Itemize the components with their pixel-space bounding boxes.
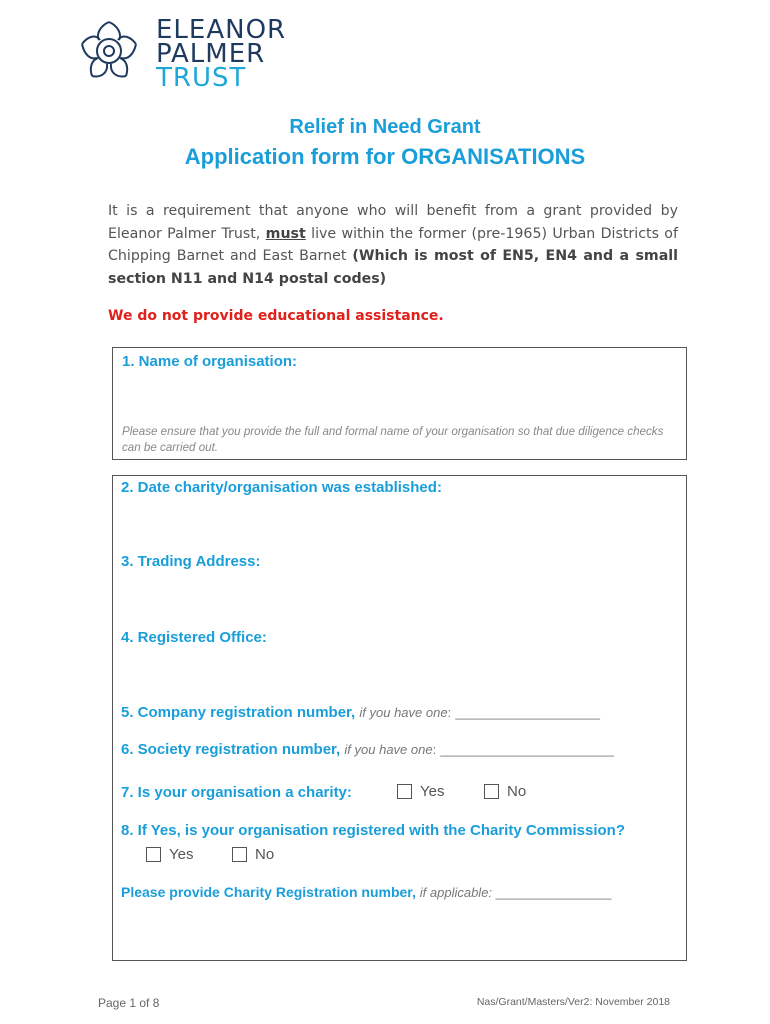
q8-yes-option[interactable] [146,846,193,863]
q1-label: 1. Name of organisation: [122,353,298,370]
q7-yes-option[interactable] [397,783,444,800]
logo-line-1: ELEANOR [156,15,287,45]
q7-label: 7. Is your organisation a charity: [121,784,352,801]
tudor-rose-icon [74,16,144,86]
charity-reg-hint: if applicable: [419,885,493,900]
eleanor-palmer-trust-logo [74,14,314,94]
q6-hint: if you have one [344,742,433,757]
q4-label: 4. Registered Office: [121,629,267,646]
charity-reg-label: Please provide Charity Registration number, [121,884,416,900]
intro-postcodes: (Which is most of EN5, EN4 and a small section N11 and N14 postal codes) [108,248,678,287]
checkbox-icon[interactable] [232,847,247,862]
educational-assistance-warning: We do not provide educational assistance. [108,308,444,324]
checkbox-icon[interactable] [146,847,161,862]
intro-text-1: It is a requirement that anyone who will benefit from a grant provided by Eleanor Palmer Trust, [108,203,678,242]
q2-label: 2. Date charity/organisation was established: [121,479,442,496]
q5-hint: if you have one [359,705,448,720]
charity-reg-field[interactable]: ________________ [492,885,612,900]
eligibility-paragraph [108,200,678,290]
checkbox-icon[interactable] [397,784,412,799]
logo-line-3: TRUST [156,63,247,93]
q5-label: 5. Company registration number, [121,704,356,721]
q5-row [121,704,600,721]
q5-colon: : [447,705,452,720]
q1-note: Please ensure that you provide the full and formal name of your organisation so that due diligence checks can be carried out. [122,425,664,454]
company-number-field[interactable]: ____________________ [455,705,600,720]
q7-no-option[interactable] [484,783,526,800]
q7-yes-label: Yes [420,783,445,800]
society-number-field[interactable]: ________________________ [440,742,614,757]
form-title: Relief in Need Grant [289,116,481,138]
logo-line-2: PALMER [156,39,266,69]
q8-label: 8. If Yes, is your organisation registered with the Charity Commission? [121,822,626,839]
intro-text-2: live within the former (pre-1965) Urban Districts of Chipping Barnet and East Barnet [108,225,678,264]
q6-label: 6. Society registration number, [121,741,341,758]
logo-wordmark [156,15,287,93]
page-number: Page 1 of 8 [98,996,160,1010]
q8-no-option[interactable] [232,846,274,863]
q7-no-label: No [507,783,527,800]
intro-emphasis: must [265,225,306,242]
q8-yes-label: Yes [169,846,194,863]
q6-colon: : [432,742,437,757]
document-reference: Nas/Grant/Masters/Ver2: November 2018 [476,996,670,1008]
q8-no-label: No [255,846,275,863]
form-subtitle: Application form for ORGANISATIONS [184,144,586,169]
q3-label: 3. Trading Address: [121,553,261,570]
charity-reg-row [121,884,611,900]
q6-row [121,741,614,758]
checkbox-icon[interactable] [484,784,499,799]
